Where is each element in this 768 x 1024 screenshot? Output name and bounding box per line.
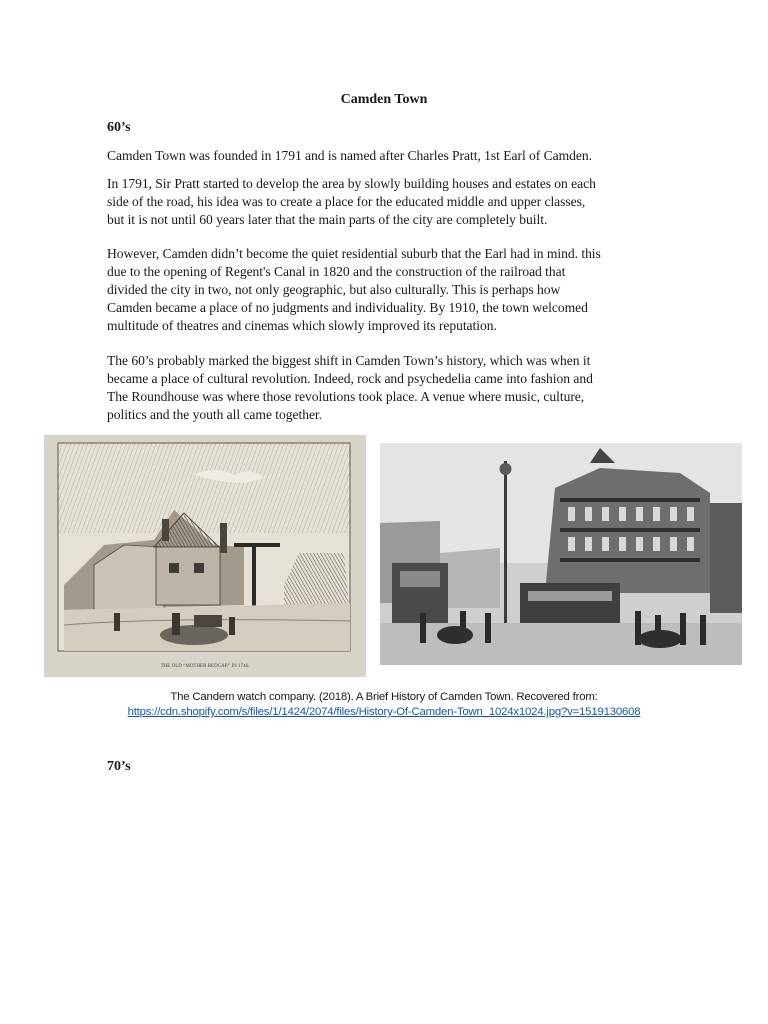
paragraph-3-line: due to the opening of Regent's Canal in 1820 and the construction of the railroad that <box>107 264 566 279</box>
caption-citation: The Candem watch company. (2018). A Brief History of Camden Town. Recovered from: <box>170 691 598 703</box>
street-photo-image <box>380 443 742 665</box>
paragraph-1 <box>107 147 672 165</box>
paragraph-3-line: divided the city in two, not only geographic, but also culturally. This is perhaps how <box>107 282 561 297</box>
paragraph-3-line: However, Camden didn’t become the quiet residential suburb that the Earl had in mind. this <box>107 246 601 261</box>
page-title: Camden Town <box>340 92 428 107</box>
paragraph-4-line: politics and the youth all came together. <box>107 407 323 422</box>
paragraph-3-line: Camden became a place of no judgments and individuality. By 1910, the town welcomed <box>107 300 588 315</box>
section-heading-70s: 70’s <box>107 759 131 774</box>
section-heading-60s: 60’s <box>107 120 131 135</box>
image-caption <box>0 690 768 720</box>
paragraph-2 <box>107 175 672 229</box>
caption-source-link[interactable]: https://cdn.shopify.com/s/files/1/1424/2074/files/History-Of-Camden-Town_1024x1024.jpg?v=1519130608 <box>127 706 641 718</box>
paragraph-4-line: The 60’s probably marked the biggest shift in Camden Town’s history, which was when it <box>107 353 591 368</box>
engraving-caption: THE OLD “MOTHER REDCAP,” IN 1746. <box>160 664 250 669</box>
engraving-image <box>44 435 366 677</box>
paragraph-2-line: but it is not until 60 years later that the main parts of the city are completely built. <box>107 212 548 227</box>
paragraph-3-line: multitude of theatres and cinemas which slowly improved its reputation. <box>107 318 497 333</box>
paragraph-2-line: side of the road, his idea was to create a place for the educated middle and upper classes, <box>107 194 586 209</box>
paragraph-2-line: In 1791, Sir Pratt started to develop the area by slowly building houses and estates on each <box>107 176 596 191</box>
paragraph-4-line: became a place of cultural revolution. Indeed, rock and psychedelia came into fashion and <box>107 371 593 386</box>
paragraph-1-line: Camden Town was founded in 1791 and is named after Charles Pratt, 1st Earl of Camden. <box>107 148 592 163</box>
paragraph-3 <box>107 245 672 335</box>
paragraph-4 <box>107 352 672 424</box>
paragraph-4-line: The Roundhouse was where those revolutions took place. A venue where music, culture, <box>107 389 585 404</box>
